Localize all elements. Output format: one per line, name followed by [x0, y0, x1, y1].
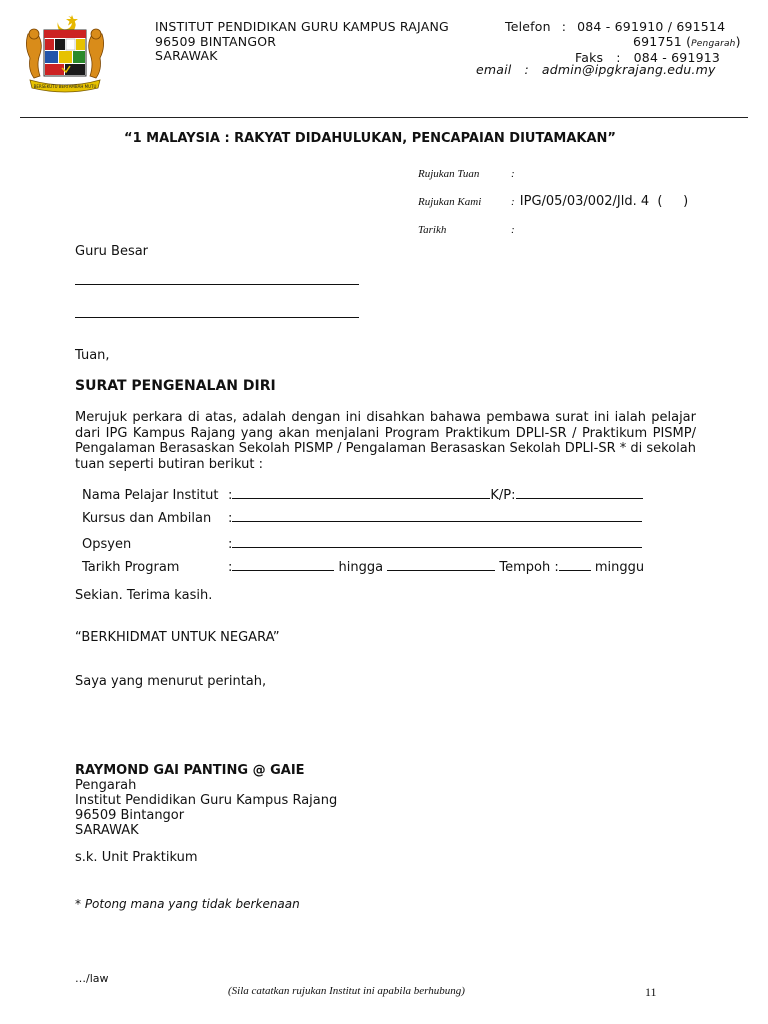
field-tarikh-colon: :: [228, 560, 233, 575]
field-hingga-label: hingga: [338, 560, 384, 575]
signatory-postcode: 96509 Bintangor: [75, 808, 185, 823]
footer-initials: …/law: [75, 972, 109, 985]
field-kursus-label: Kursus dan Ambilan: [82, 511, 212, 526]
recipient-address-line-1[interactable]: [75, 284, 359, 285]
fax-label: Faks: [575, 50, 604, 65]
signatory-state: SARAWAK: [75, 823, 139, 838]
crest-icon: [22, 12, 108, 94]
signatory-name: RAYMOND GAI PANTING @ GAIE: [75, 763, 305, 778]
field-tarikh-start-input[interactable]: [232, 559, 334, 571]
institute-state: SARAWAK: [155, 48, 218, 63]
telephone-label: Telefon: [505, 19, 551, 34]
field-opsyen-label: Opsyen: [82, 537, 132, 552]
field-tarikh-label: Tarikh Program: [82, 560, 180, 575]
closing-thanks: Sekian. Terima kasih.: [75, 588, 213, 603]
fax-number: 084 - 691913: [633, 50, 721, 65]
field-tarikh-end-input[interactable]: [387, 559, 495, 571]
field-opsyen-input[interactable]: [232, 536, 642, 548]
telephone-colon: :: [561, 19, 567, 34]
field-kp-input[interactable]: [516, 487, 643, 499]
salutation: Tuan,: [75, 348, 110, 363]
field-nama-label: Nama Pelajar Institut: [82, 488, 219, 503]
page-number: 11: [645, 985, 657, 999]
email-label: email: [476, 62, 512, 77]
header-divider: [20, 117, 748, 118]
signatory-position: Pengarah: [75, 778, 137, 793]
footnote: * Potong mana yang tidak berkenaan: [75, 897, 300, 911]
field-minggu-label: minggu: [594, 560, 645, 575]
ref-tuan-label: Rujukan Tuan: [418, 168, 480, 180]
letter-subject: SURAT PENGENALAN DIRI: [75, 378, 276, 394]
institute-name: INSTITUT PENDIDIKAN GURU KAMPUS RAJANG: [155, 19, 449, 34]
closing-obedient: Saya yang menurut perintah,: [75, 674, 267, 689]
slogan: “1 MALAYSIA : RAKYAT DIDAHULUKAN, PENCAPAIAN DIUTAMAKAN”: [124, 131, 616, 146]
field-tempoh-input[interactable]: [559, 559, 591, 571]
body-paragraph: Merujuk perkara di atas, adalah dengan ini disahkan bahawa pembawa surat ini ialah pelajar dari IPG Kampus Rajang yang akan menjalani Program Praktikum DPLI-SR / Praktikum PISMP/ Pengalaman Berasaskan Sekolah PISMP / Pengalaman Berasaskan Sekolah DPLI-SR * di sekolah tuan seperti butiran berikut :: [75, 410, 696, 472]
field-nama-input[interactable]: [232, 487, 490, 499]
footer-note: (Sila catatkan rujukan Institut ini apabila berhubung): [228, 985, 465, 997]
recipient-title: Guru Besar: [75, 244, 149, 259]
telephone-number-2: 691751 (: [633, 33, 692, 49]
institute-postcode: 96509 BINTANGOR: [155, 33, 277, 49]
telephone-note: Pengarah: [691, 38, 736, 49]
closing-motto: “BERKHIDMAT UNTUK NEGARA”: [75, 630, 280, 645]
field-kursus-colon: :: [228, 511, 233, 526]
ref-tuan-colon: :: [511, 168, 515, 180]
ref-kami-label: Rujukan Kami: [418, 196, 482, 208]
ref-tarikh-colon: :: [511, 224, 515, 236]
field-kursus-input[interactable]: [232, 510, 642, 522]
email-colon: :: [524, 62, 529, 77]
ref-kami-value: IPG/05/03/002/Jld. 4 ( ): [519, 194, 689, 209]
email-address[interactable]: admin@ipgkrajang.edu.my: [541, 62, 716, 77]
ref-kami-colon: :: [511, 196, 515, 208]
field-nama-colon: :: [228, 488, 233, 503]
crest-motto-text: BERSEKUTU BERTAMBAH MUTU: [33, 84, 97, 89]
coat-of-arms-logo: [22, 12, 108, 94]
fax-colon: :: [616, 50, 621, 65]
field-tempoh-label: Tempoh :: [499, 560, 559, 575]
cc-line: s.k. Unit Praktikum: [75, 850, 198, 865]
ref-tarikh-label: Tarikh: [418, 224, 447, 236]
signatory-org: Institut Pendidikan Guru Kampus Rajang: [75, 793, 338, 808]
field-opsyen-colon: :: [228, 537, 233, 552]
field-kp-label: K/P:: [490, 488, 516, 503]
recipient-address-line-2[interactable]: [75, 317, 359, 318]
telephone-close-paren: ): [735, 33, 741, 49]
telephone-number: 084 - 691910 / 691514: [577, 19, 726, 34]
